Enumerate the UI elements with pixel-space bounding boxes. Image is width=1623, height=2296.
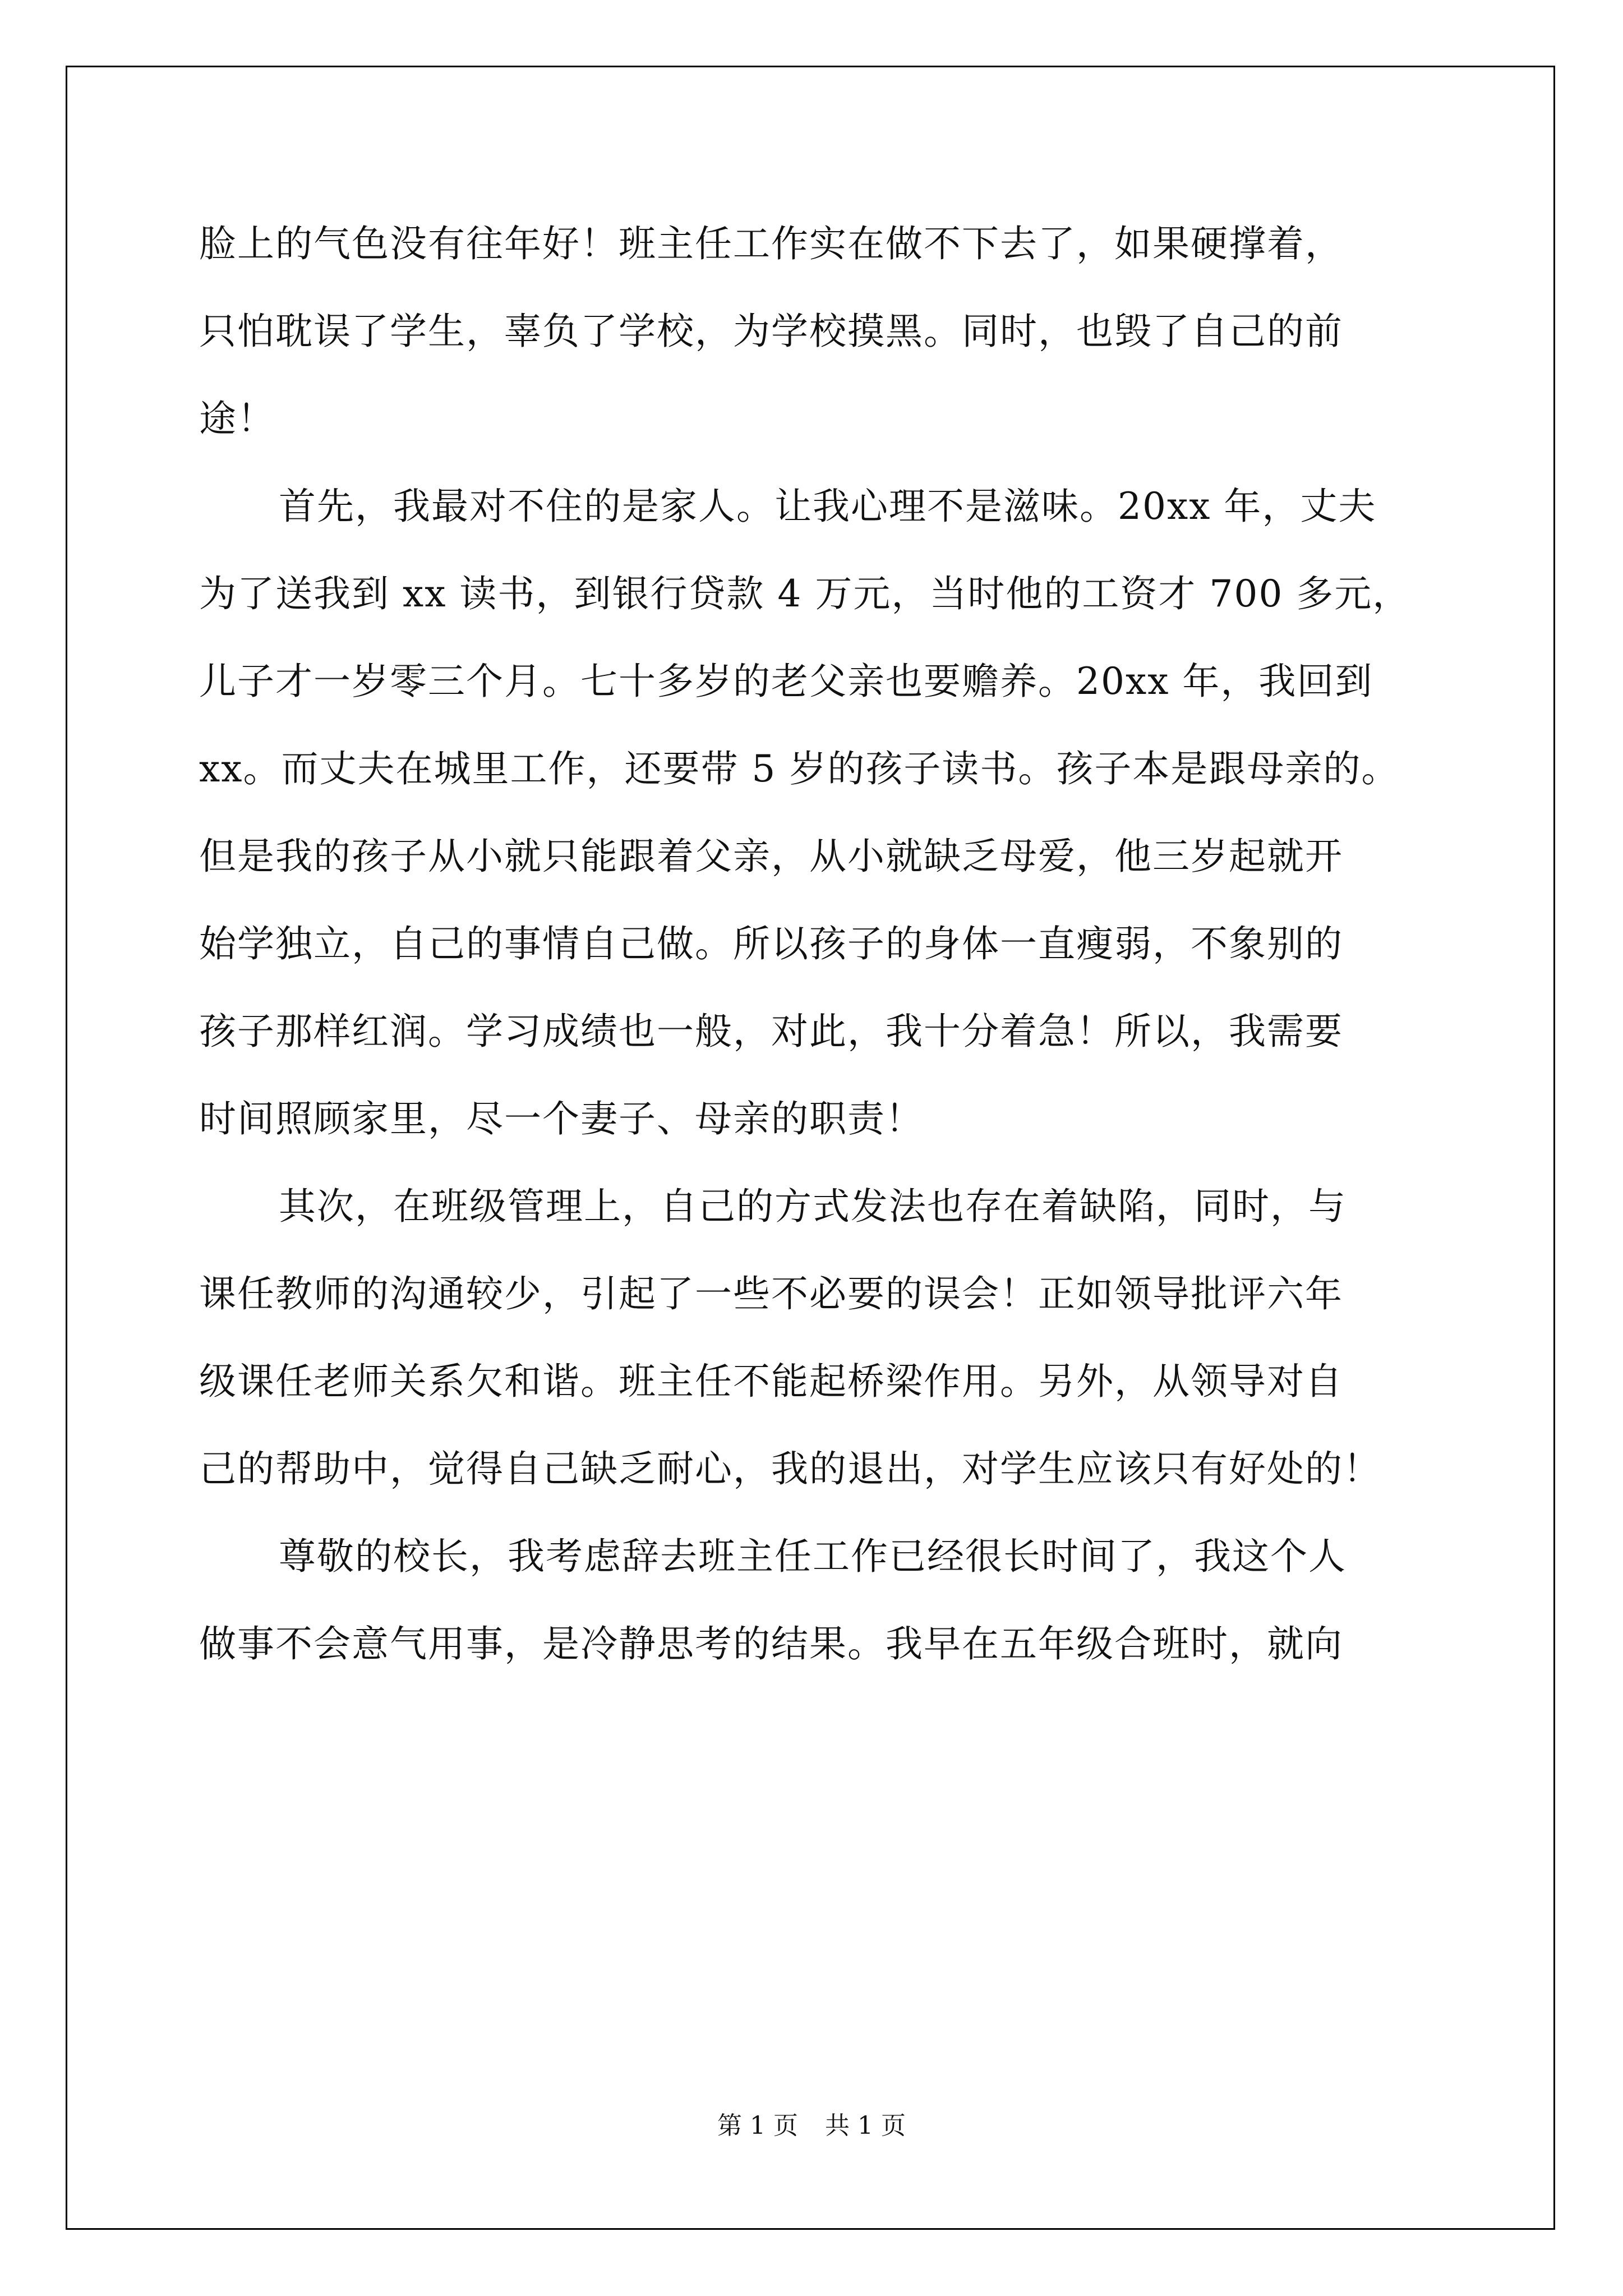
text-line: 为了送我到 xx 读书，到银行贷款 4 万元，当时他的工资才 700 多元，: [199, 572, 1411, 615]
text-line: 孩子那样红润。学习成绩也一般，对此，我十分着急！所以，我需要: [199, 1010, 1343, 1053]
text-line: 途！: [199, 397, 275, 440]
paragraph-first-line: 首先，我最对不住的是家人。让我心理不是滋味。20xx 年，丈夫: [279, 485, 1377, 528]
text-line: 但是我的孩子从小就只能跟着父亲，从小就缺乏母爱，他三岁起就开: [199, 835, 1343, 878]
text-line: 课任教师的沟通较少，引起了一些不必要的误会！正如领导批评六年: [199, 1272, 1343, 1315]
paragraph-first-line: 尊敬的校长，我考虑辞去班主任工作已经很长时间了，我这个人: [279, 1535, 1347, 1578]
page-border: [66, 66, 1555, 2230]
page-footer: [0, 2109, 1623, 2143]
page-count: 共 1 页: [825, 2111, 906, 2140]
text-line: xx。而丈夫在城里工作，还要带 5 岁的孩子读书。孩子本是跟母亲的。: [199, 747, 1400, 790]
text-line: 只怕耽误了学生，辜负了学校，为学校摸黑。同时，也毁了自己的前: [199, 310, 1343, 353]
page-number: 第 1 页: [717, 2111, 798, 2140]
text-line: 己的帮助中，觉得自己缺乏耐心，我的退出，对学生应该只有好处的！: [199, 1447, 1381, 1490]
text-line: 级课任老师关系欠和谐。班主任不能起桥梁作用。另外，从领导对自: [199, 1360, 1343, 1403]
paragraph-first-line: 其次，在班级管理上，自己的方式发法也存在着缺陷，同时，与: [279, 1185, 1347, 1228]
text-line: 儿子才一岁零三个月。七十多岁的老父亲也要赡养。20xx 年，我回到: [199, 660, 1373, 703]
text-line: 做事不会意气用事，是冷静思考的结果。我早在五年级合班时，就向: [199, 1622, 1343, 1665]
text-line: 时间照顾家里，尽一个妻子、母亲的职责！: [199, 1097, 924, 1140]
text-line: 脸上的气色没有往年好！班主任工作实在做不下去了，如果硬撑着，: [199, 222, 1343, 265]
text-line: 始学独立，自己的事情自己做。所以孩子的身体一直瘦弱，不象别的: [199, 922, 1343, 965]
